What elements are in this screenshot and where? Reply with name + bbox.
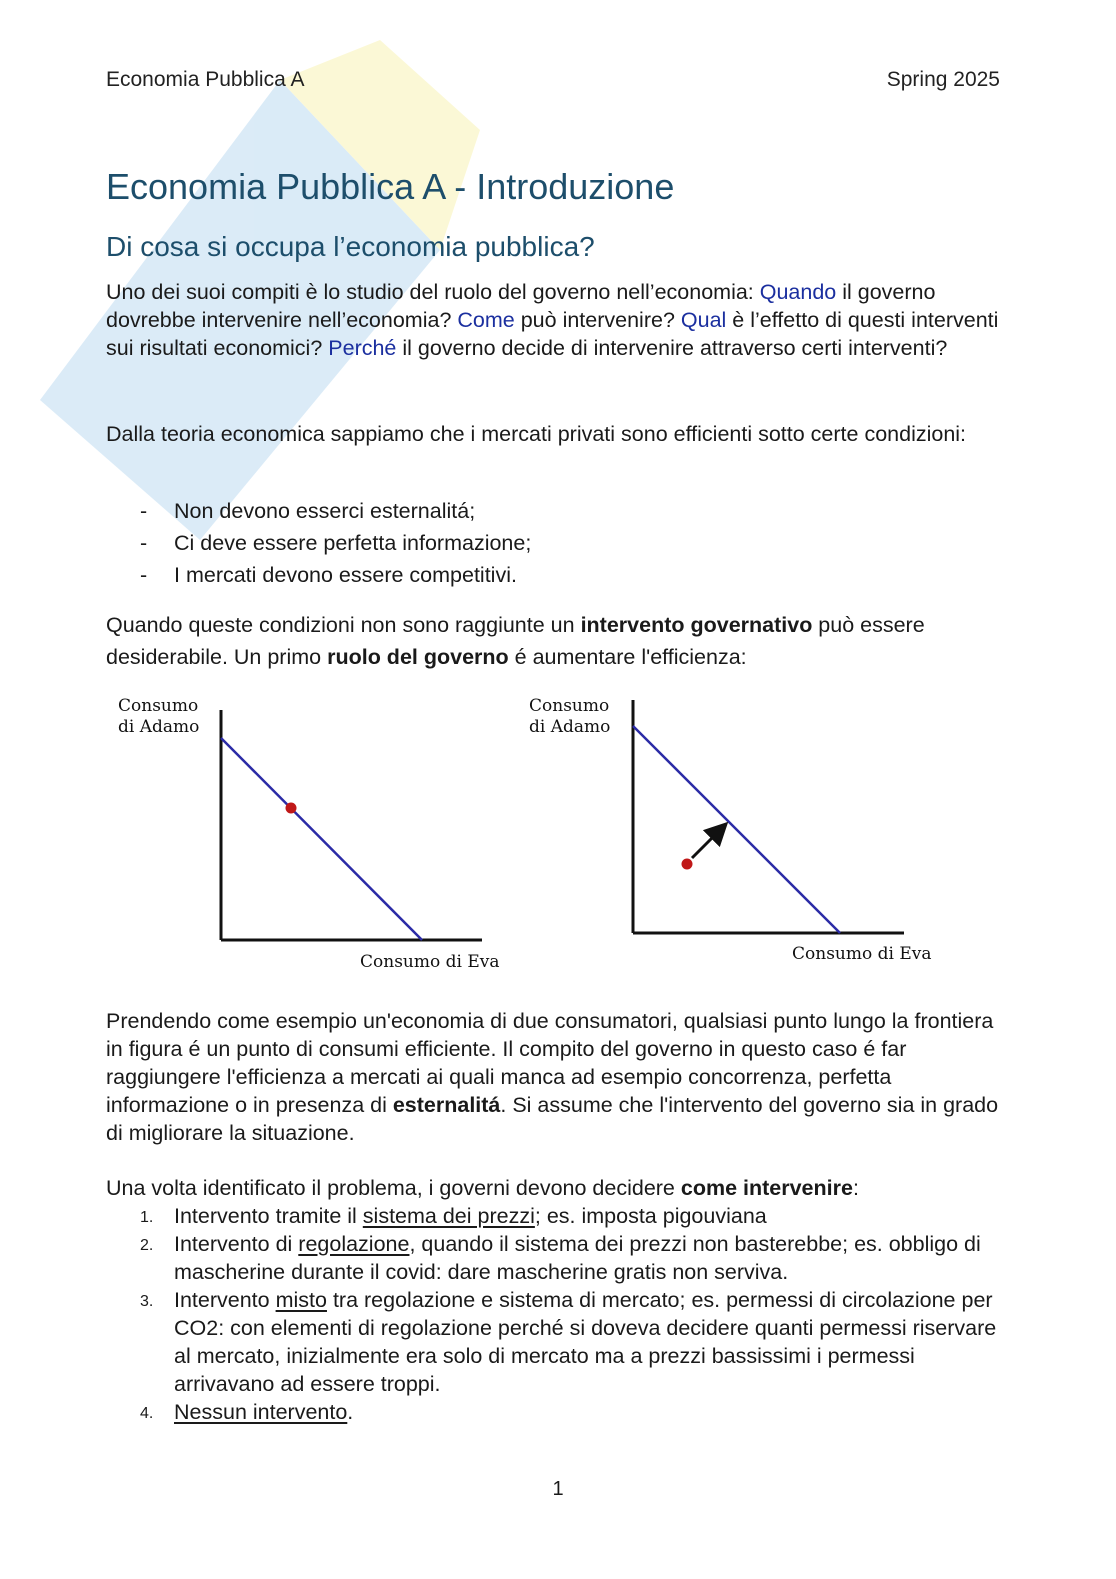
right-y-axis-label	[529, 696, 610, 738]
left-y-label-line2: di Adamo	[118, 717, 200, 737]
list-item	[106, 1286, 1006, 1398]
improvement-arrow	[692, 826, 724, 858]
method-underlined: Nessun intervento	[174, 1400, 348, 1424]
list-number: 4.	[140, 1405, 154, 1422]
example-text-2: . Si assume che l'intervento del governo sia in grado di migliorare la situazione.	[106, 1093, 999, 1145]
list-number: 2.	[140, 1237, 154, 1254]
method-underlined: regolazione	[298, 1232, 410, 1256]
right-frontier-line	[633, 726, 840, 933]
intervention-bold-1: intervento governativo	[580, 613, 813, 637]
left-y-label-line1: Consumo	[118, 696, 199, 716]
intro-text-3: può intervenire?	[514, 308, 681, 332]
header-course: Economia Pubblica A	[106, 68, 305, 91]
right-inefficient-point	[682, 859, 693, 870]
section-title: Di cosa si occupa l’economia pubblica?	[106, 231, 595, 262]
right-y-label-line2: di Adamo	[529, 717, 611, 737]
efficiency-conditions-intro: Dalla teoria economica sappiamo che i mercati privati sono efficienti sotto certe condizioni:	[106, 422, 967, 446]
question-what: Qual	[680, 308, 727, 332]
intervention-text-3: é aumentare l'efficienza:	[508, 645, 747, 669]
condition-text: Ci deve essere perfetta informazione;	[174, 531, 532, 555]
how-bold: come intervenire	[680, 1176, 853, 1200]
header-term: Spring 2025	[886, 68, 1000, 91]
intro-text-5: il governo decide di intervenire attraverso certi interventi?	[396, 336, 948, 360]
left-y-axis-label	[118, 696, 199, 738]
conditions-list	[106, 495, 986, 591]
intervention-bold-2: ruolo del governo	[327, 645, 509, 669]
method-text: , quando il sistema dei prezzi non basterebbe; es. obbligo di mascherine durante il covid: dare mascherine gratis non serviva.	[174, 1232, 981, 1284]
intro-text-1: Uno dei suoi compiti è lo studio del ruolo del governo nell’economia:	[106, 280, 760, 304]
dash-marker: -	[140, 499, 148, 523]
method-text: ; es. imposta pigouviana	[534, 1204, 767, 1228]
method-text: Intervento tramite il	[174, 1204, 363, 1228]
example-bold: esternalitá	[392, 1093, 501, 1117]
intervention-text-1: Quando queste condizioni non sono raggiunte un	[106, 613, 581, 637]
intervention-paragraph	[106, 609, 1006, 673]
method-text: Intervento	[174, 1288, 276, 1312]
list-item	[106, 495, 986, 527]
list-item	[106, 1202, 1006, 1230]
method-text: Intervento di	[174, 1232, 299, 1256]
right-frontier-diagram	[612, 690, 912, 940]
right-y-label-line1: Consumo	[529, 696, 610, 716]
condition-text: I mercati devono essere competitivi.	[174, 563, 517, 587]
list-number: 1.	[140, 1209, 154, 1226]
page-title: Economia Pubblica A - Introduzione	[106, 166, 675, 207]
condition-text: Non devono esserci esternalitá;	[174, 499, 476, 523]
page-number: 1	[552, 1478, 564, 1500]
how-to-intervene-paragraph	[106, 1174, 1006, 1202]
right-x-axis-label: Consumo di Eva	[792, 944, 932, 964]
how-text-1: Una volta identificato il problema, i governi devono decidere	[106, 1176, 681, 1200]
intro-text-4: è l’effetto di questi interventi sui risultati economici?	[106, 308, 999, 360]
question-how: Come	[457, 308, 515, 332]
list-item	[106, 559, 986, 591]
method-text: tra regolazione e sistema di mercato; es. permessi di circolazione per CO2: con elementi di regolazione perché si doveva decidere quanti permessi riservare al mercato, inizialmente era solo di mercato ma a prezzi bassissimi i permessi arrivavano ad essere troppi.	[174, 1288, 997, 1396]
intervention-text-2: può essere desiderabile. Un primo	[106, 613, 925, 669]
list-item	[106, 1398, 1006, 1426]
left-efficient-point	[286, 803, 297, 814]
example-paragraph	[106, 1007, 1006, 1147]
dash-marker: -	[140, 563, 148, 587]
intro-text-2: il governo dovrebbe intervenire nell’economia?	[106, 280, 936, 332]
list-item	[106, 527, 986, 559]
left-x-axis-label: Consumo di Eva	[360, 952, 500, 972]
intro-paragraph	[106, 278, 1006, 362]
left-frontier-line	[221, 738, 422, 940]
left-frontier-diagram	[200, 700, 500, 950]
question-when: Quando	[759, 280, 837, 304]
method-text: .	[347, 1400, 354, 1424]
list-item	[106, 1230, 1006, 1286]
question-why: Perché	[328, 336, 397, 360]
method-underlined: sistema dei prezzi	[362, 1204, 535, 1228]
list-number: 3.	[140, 1293, 154, 1310]
example-text-1: Prendendo come esempio un'economia di due consumatori, qualsiasi punto lungo la frontiera in figura é un punto di consumi efficiente. Il compito del governo in questo caso é far raggiungere l'efficienza a mercati ai quali manca ad esempio concorrenza, perfetta informazione o in presenza di	[106, 1009, 994, 1117]
intervention-methods-list	[106, 1202, 1006, 1426]
method-underlined: misto	[275, 1288, 327, 1312]
how-text-2: :	[852, 1176, 859, 1200]
dash-marker: -	[140, 531, 148, 555]
